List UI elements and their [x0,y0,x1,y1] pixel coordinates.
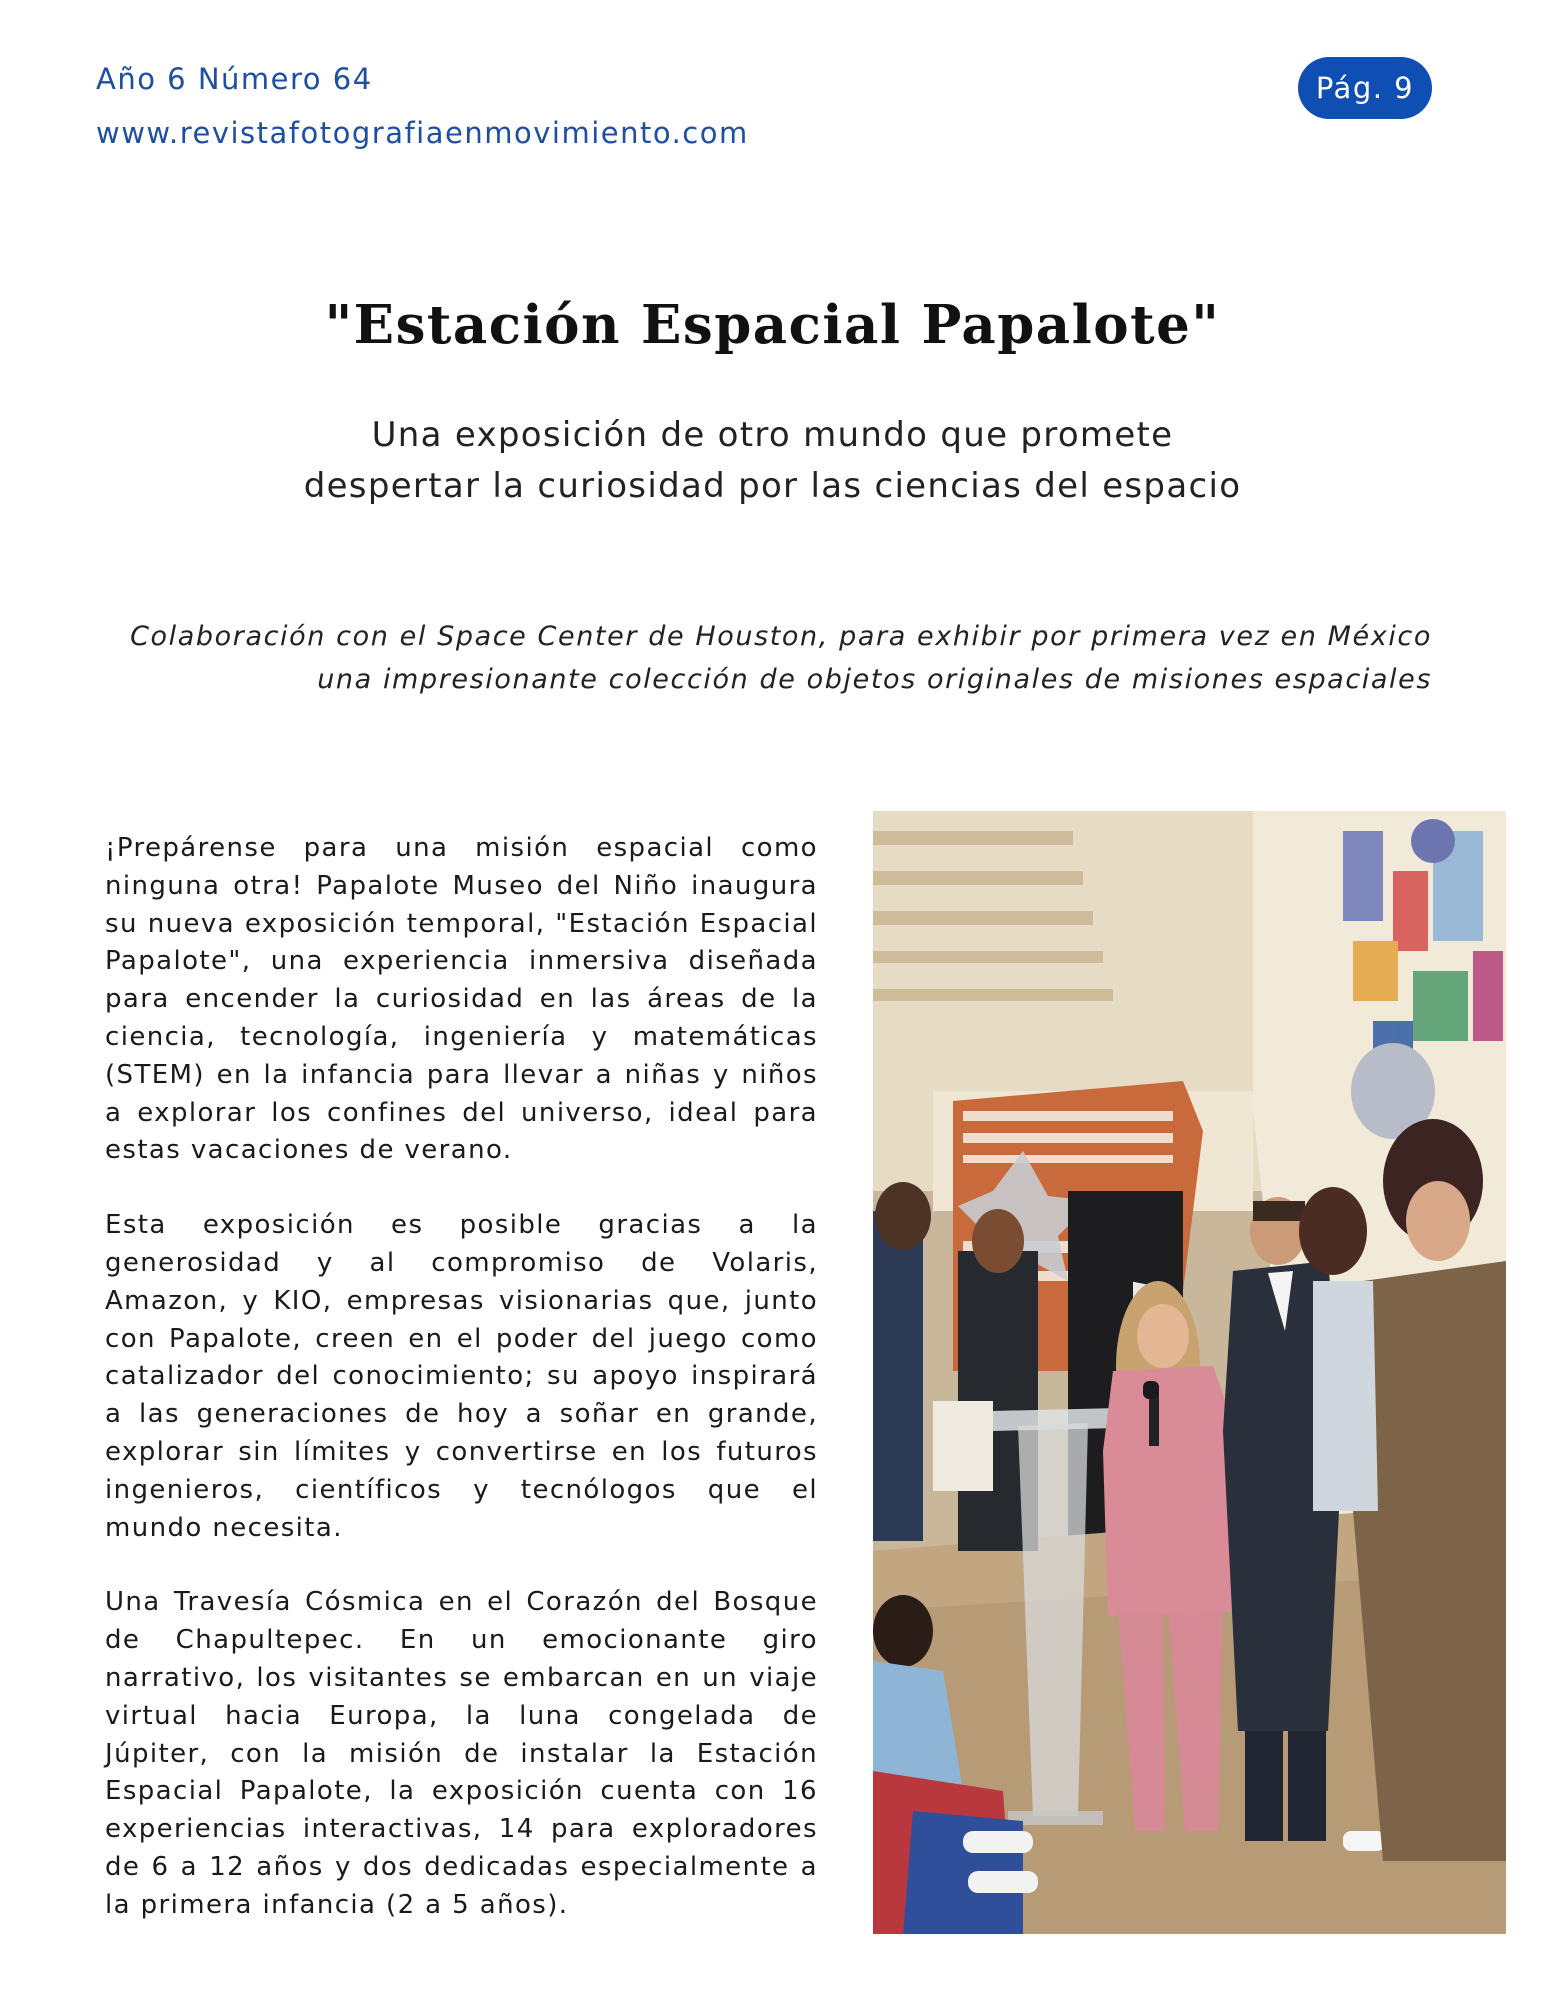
subtitle-line: despertar la curiosidad por las ciencias del espacio [303,466,1242,506]
article-body [105,830,818,1962]
subtitle-line: Una exposición de otro mundo que promete [371,415,1174,455]
body-paragraph: ¡Prepárense para una misión espacial como ninguna otra! Papalote Museo del Niño inaugura su nueva exposición temporal, "Estación Espacial Papalote", una experiencia inmersiva diseñada para encender la curiosidad en las áreas de la ciencia, tecnología, ingeniería y matemáticas (STEM) en la infancia para llevar a niñas y niños a explorar los confines del universo, ideal para estas vacaciones de verano. [105,833,818,1166]
lead-line: una impresionante colección de objetos originales de misiones espaciales [317,664,1432,695]
body-paragraph: Una Travesía Cósmica en el Corazón del Bosque de Chapultepec. En un emocionante giro narrativo, los visitantes se embarcan en un viaje virtual hacia Europa, la luna congelada de Júpiter, con la misión de instalar la Estación Espacial Papalote, la exposición cuenta con 16 experiencias interactivas, 14 para exploradores de 6 a 12 años y dos dedicadas especialmente a la primera infancia (2 a 5 años). [105,1587,818,1920]
event-photo [873,811,1506,1934]
lead-line: Colaboración con el Space Center de Houston, para exhibir por primera vez en México [130,621,1432,652]
event-photo-illustration [873,811,1506,1934]
article-subtitle [0,410,1545,512]
article-lead [130,615,1432,701]
article-title: "Estación Espacial Papalote" [324,294,1221,356]
website-url[interactable]: www.revistafotografiaenmovimiento.com [96,116,749,150]
page-number-badge: Pág. 9 [1298,57,1432,119]
body-paragraph: Esta exposición es posible gracias a la generosidad y al compromiso de Volaris, Amazon, y KIO, empresas visionarias que, junto con Papalote, creen en el poder del juego como catalizador del conocimiento; su apoyo inspirará a las generaciones de hoy a soñar en grande, explorar sin límites y convertirse en los futuros ingenieros, científicos y tecnólogos que el mundo necesita. [105,1210,818,1543]
issue-number: Año 6 Número 64 [96,62,373,96]
